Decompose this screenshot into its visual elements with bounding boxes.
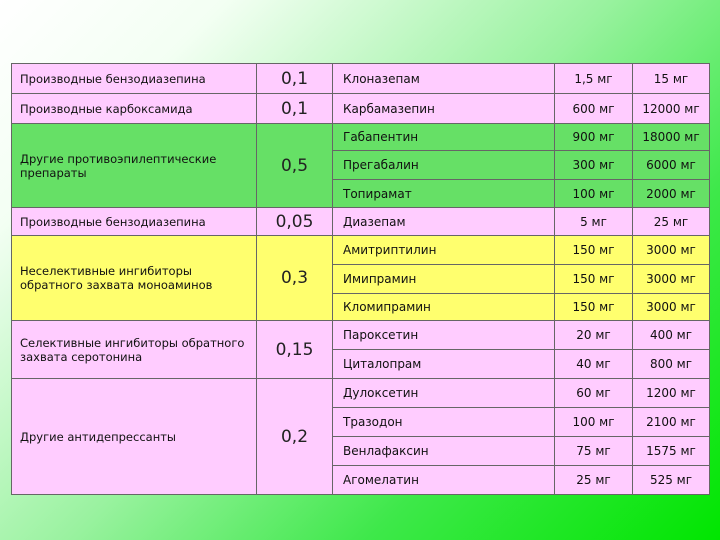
table-row <box>12 208 710 236</box>
coefficient-cell: 0,15 <box>257 321 333 379</box>
min-dose-cell: 25 мг <box>555 466 633 495</box>
table-row <box>12 379 710 408</box>
max-dose-cell: 800 мг <box>633 350 710 379</box>
drug-name-cell: Имипрамин <box>333 265 555 294</box>
coefficient-cell: 0,1 <box>257 64 333 94</box>
group-name-cell: Другие антидепрессанты <box>12 379 257 495</box>
max-dose-cell: 1575 мг <box>633 437 710 466</box>
max-dose-cell: 18000 мг <box>633 124 710 151</box>
drug-name-cell: Габапентин <box>333 124 555 151</box>
min-dose-cell: 100 мг <box>555 180 633 208</box>
table-row <box>12 236 710 265</box>
group-name-cell: Неселективные ингибиторы обратного захвата моноаминов <box>12 236 257 321</box>
drug-name-cell: Дулоксетин <box>333 379 555 408</box>
max-dose-cell: 3000 мг <box>633 265 710 294</box>
drug-name-cell: Клоназепам <box>333 64 555 94</box>
max-dose-cell: 3000 мг <box>633 236 710 265</box>
max-dose-cell: 12000 мг <box>633 94 710 124</box>
min-dose-cell: 100 мг <box>555 408 633 437</box>
drug-name-cell: Тразодон <box>333 408 555 437</box>
max-dose-cell: 25 мг <box>633 208 710 236</box>
drug-name-cell: Диазепам <box>333 208 555 236</box>
min-dose-cell: 150 мг <box>555 265 633 294</box>
group-name-cell: Другие противоэпилептические препараты <box>12 124 257 208</box>
drug-name-cell: Топирамат <box>333 180 555 208</box>
drug-name-cell: Амитриптилин <box>333 236 555 265</box>
max-dose-cell: 15 мг <box>633 64 710 94</box>
min-dose-cell: 150 мг <box>555 236 633 265</box>
coefficient-cell: 0,3 <box>257 236 333 321</box>
group-name-cell: Производные бензодиазепина <box>12 64 257 94</box>
min-dose-cell: 40 мг <box>555 350 633 379</box>
drug-name-cell: Пароксетин <box>333 321 555 350</box>
coefficient-cell: 0,05 <box>257 208 333 236</box>
min-dose-cell: 20 мг <box>555 321 633 350</box>
drug-table-body <box>12 64 710 495</box>
min-dose-cell: 1,5 мг <box>555 64 633 94</box>
table-row <box>12 321 710 350</box>
coefficient-cell: 0,1 <box>257 94 333 124</box>
max-dose-cell: 2100 мг <box>633 408 710 437</box>
group-name-cell: Производные карбоксамида <box>12 94 257 124</box>
group-name-cell: Селективные ингибиторы обратного захвата серотонина <box>12 321 257 379</box>
min-dose-cell: 900 мг <box>555 124 633 151</box>
max-dose-cell: 400 мг <box>633 321 710 350</box>
drug-table <box>11 63 710 495</box>
table-row <box>12 64 710 94</box>
drug-name-cell: Агомелатин <box>333 466 555 495</box>
min-dose-cell: 5 мг <box>555 208 633 236</box>
max-dose-cell: 1200 мг <box>633 379 710 408</box>
drug-name-cell: Карбамазепин <box>333 94 555 124</box>
drug-name-cell: Кломипрамин <box>333 294 555 321</box>
min-dose-cell: 150 мг <box>555 294 633 321</box>
min-dose-cell: 300 мг <box>555 151 633 180</box>
min-dose-cell: 60 мг <box>555 379 633 408</box>
table-row <box>12 124 710 151</box>
max-dose-cell: 525 мг <box>633 466 710 495</box>
max-dose-cell: 6000 мг <box>633 151 710 180</box>
coefficient-cell: 0,2 <box>257 379 333 495</box>
coefficient-cell: 0,5 <box>257 124 333 208</box>
drug-name-cell: Прегабалин <box>333 151 555 180</box>
min-dose-cell: 600 мг <box>555 94 633 124</box>
group-name-cell: Производные бензодиазепина <box>12 208 257 236</box>
max-dose-cell: 2000 мг <box>633 180 710 208</box>
drug-name-cell: Венлафаксин <box>333 437 555 466</box>
max-dose-cell: 3000 мг <box>633 294 710 321</box>
min-dose-cell: 75 мг <box>555 437 633 466</box>
table-row <box>12 94 710 124</box>
drug-name-cell: Циталопрам <box>333 350 555 379</box>
